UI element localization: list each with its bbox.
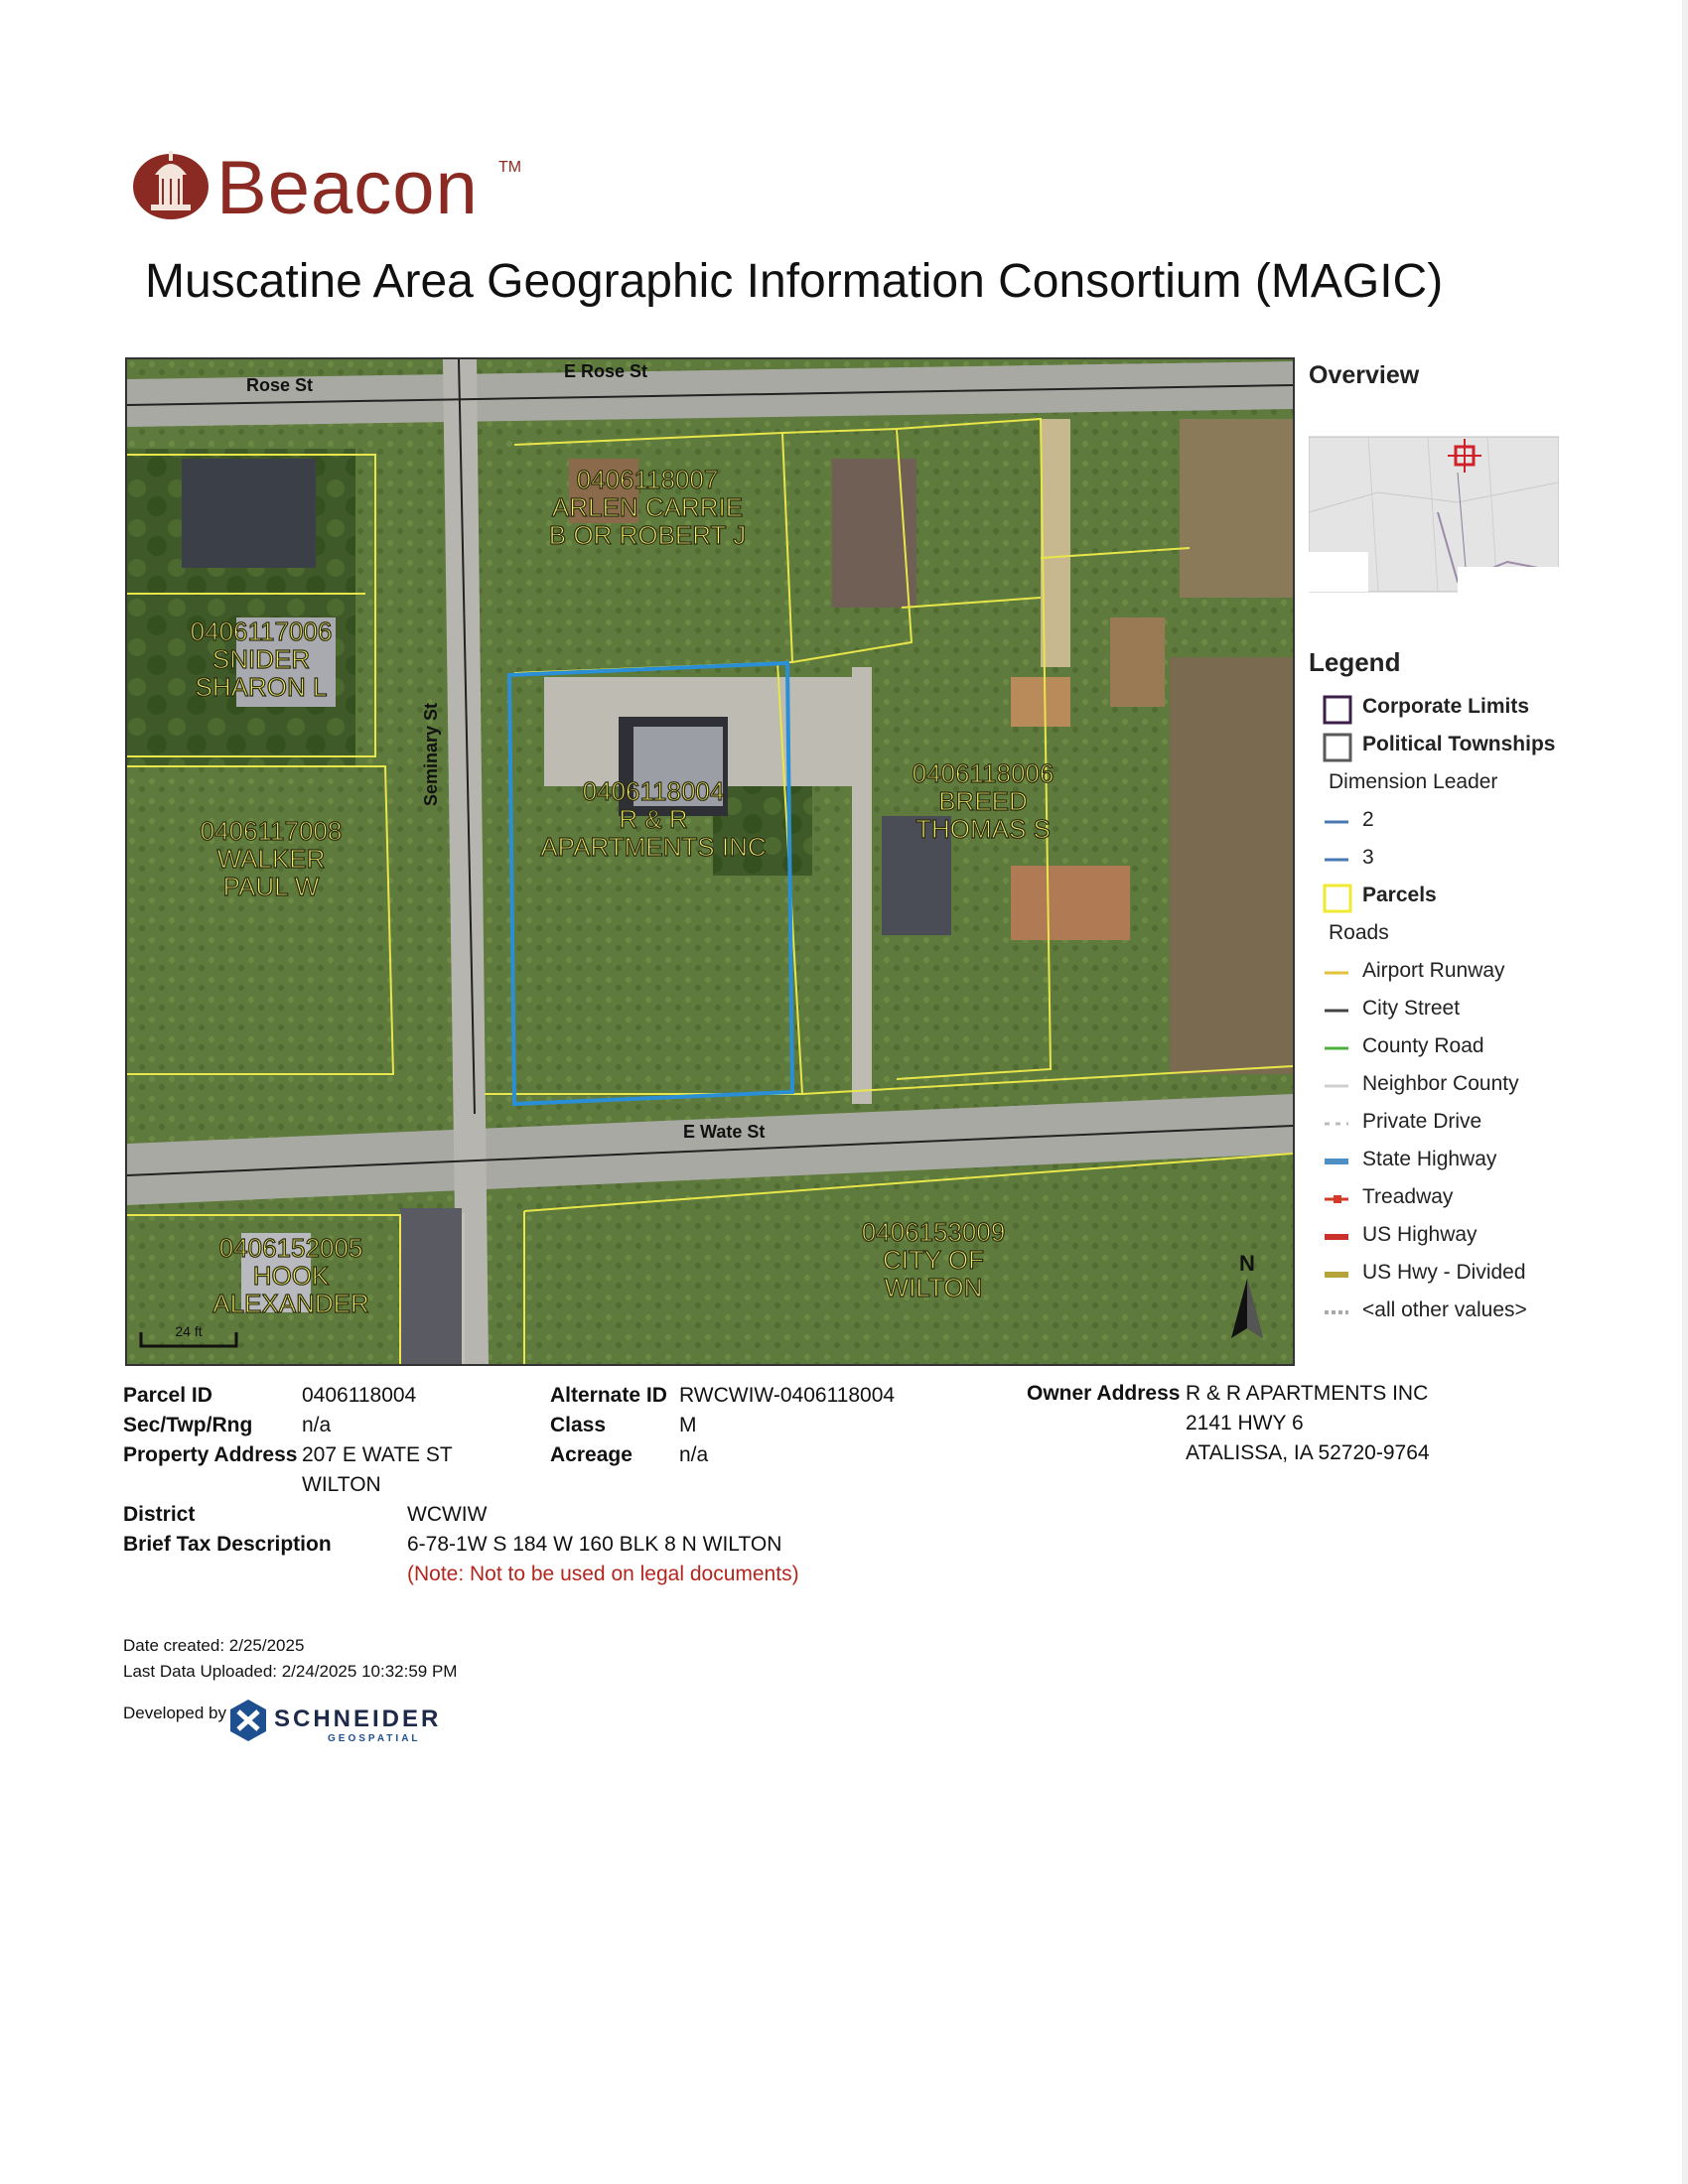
svg-text:HOOK: HOOK — [252, 1261, 330, 1291]
brief-tax-value: 6-78-1W S 184 W 160 BLK 8 N WILTON — [407, 1533, 782, 1556]
overview-map[interactable] — [1309, 433, 1559, 602]
legend-heading-roads: Roads — [1329, 921, 1389, 944]
parcel-label-0406118007[interactable] — [549, 465, 746, 550]
property-address-label: Property Address — [123, 1443, 298, 1466]
owner-address-line3: ATALISSA, IA 52720-9764 — [1186, 1441, 1430, 1464]
street-label-seminary-st: Seminary St — [421, 702, 441, 806]
developer-name: SCHNEIDER — [274, 1706, 442, 1732]
legend-item-corporate-limits: Corporate Limits — [1323, 689, 1601, 727]
district-label: District — [123, 1503, 196, 1526]
svg-text:0406153009: 0406153009 — [861, 1217, 1006, 1247]
svg-text:BREED: BREED — [938, 786, 1028, 816]
legend-item-us-hwy-divided: US Hwy - Divided — [1362, 1261, 1526, 1284]
legend-item-us-highway: US Highway — [1362, 1223, 1477, 1246]
developer-subtitle: GEOSPATIAL — [328, 1733, 421, 1744]
svg-text:R & R: R & R — [619, 804, 688, 834]
property-address-line1: 207 E WATE ST — [302, 1443, 453, 1466]
legend-item-private-drive: Private Drive — [1362, 1110, 1482, 1133]
brand-trademark: TM — [498, 159, 522, 176]
svg-text:WILTON: WILTON — [884, 1273, 983, 1302]
legend-item-all-other-values: <all other values> — [1362, 1298, 1527, 1321]
legend — [1323, 689, 1601, 1330]
property-address-line2: WILTON — [302, 1473, 381, 1496]
svg-text:0406118006: 0406118006 — [912, 758, 1055, 788]
brief-tax-label: Brief Tax Description — [123, 1533, 332, 1556]
street-label-rose-st: Rose St — [246, 375, 314, 395]
svg-text:SNIDER: SNIDER — [211, 644, 311, 674]
svg-text:B OR ROBERT J: B OR ROBERT J — [548, 520, 747, 550]
class-value: M — [679, 1414, 697, 1436]
street-label-e-rose-st: E Rose St — [564, 361, 648, 381]
sec-twp-rng-label: Sec/Twp/Rng — [123, 1414, 253, 1436]
legal-disclaimer-note: (Note: Not to be used on legal documents) — [407, 1563, 799, 1585]
svg-text:THOMAS S: THOMAS S — [915, 814, 1051, 844]
svg-text:24 ft: 24 ft — [175, 1323, 203, 1339]
legend-item-airport-runway: Airport Runway — [1362, 959, 1505, 982]
svg-text:SHARON L: SHARON L — [195, 672, 328, 702]
owner-address-line2: 2141 HWY 6 — [1186, 1412, 1304, 1434]
parcel-id-label: Parcel ID — [123, 1384, 212, 1407]
class-label: Class — [550, 1414, 607, 1436]
date-created: Date created: 2/25/2025 — [123, 1636, 305, 1655]
page-edge — [1682, 0, 1688, 2184]
parcel-id-value: 0406118004 — [302, 1384, 417, 1407]
owner-address-label: Owner Address — [1027, 1382, 1181, 1405]
legend-item-neighbor-county: Neighbor County — [1362, 1072, 1519, 1095]
legend-item-dimension-3: 3 — [1362, 846, 1374, 869]
svg-text:WALKER: WALKER — [216, 844, 326, 874]
district-value: WCWIW — [407, 1503, 488, 1526]
developed-by-label: Developed by — [123, 1704, 226, 1722]
sec-twp-rng-value: n/a — [302, 1414, 332, 1436]
alternate-id-value: RWCWIW-0406118004 — [679, 1384, 896, 1407]
legend-item-political-townships: Political Townships — [1323, 727, 1601, 764]
acreage-label: Acreage — [550, 1443, 633, 1466]
acreage-value: n/a — [679, 1443, 709, 1466]
legend-item-treadway: Treadway — [1323, 1179, 1601, 1217]
svg-text:0406117006: 0406117006 — [190, 616, 333, 646]
svg-text:ARLEN CARRIE: ARLEN CARRIE — [551, 492, 744, 522]
svg-text:PAUL W: PAUL W — [222, 872, 320, 901]
svg-text:APARTMENTS INC: APARTMENTS INC — [540, 832, 767, 862]
svg-text:0406152005: 0406152005 — [218, 1233, 363, 1263]
svg-text:N: N — [1239, 1251, 1255, 1276]
brand-name: Beacon — [216, 146, 479, 230]
legend-item-city-street: City Street — [1362, 997, 1461, 1020]
last-data-uploaded: Last Data Uploaded: 2/24/2025 10:32:59 PM — [123, 1662, 458, 1681]
svg-text:0406117008: 0406117008 — [200, 816, 343, 846]
svg-text:CITY OF: CITY OF — [882, 1245, 985, 1275]
street-label-e-wate-st: E Wate St — [683, 1122, 766, 1142]
legend-title: Legend — [1309, 647, 1401, 677]
page-title: Muscatine Area Geographic Information Consortium (MAGIC) — [145, 255, 1444, 308]
svg-text:ALEXANDER: ALEXANDER — [212, 1289, 369, 1318]
owner-address-line1: R & R APARTMENTS INC — [1186, 1382, 1429, 1405]
legend-item-parcels: Parcels — [1323, 878, 1601, 915]
legend-item-dimension-2: 2 — [1362, 808, 1374, 831]
svg-text:0406118007: 0406118007 — [576, 465, 719, 494]
alternate-id-label: Alternate ID — [550, 1384, 667, 1407]
legend-item-county-road: County Road — [1362, 1034, 1484, 1057]
schneider-logo-icon — [228, 1698, 268, 1743]
aerial-map-canvas[interactable] — [127, 359, 1293, 1364]
legend-heading-dimension-leader: Dimension Leader — [1329, 770, 1498, 793]
parcel-map[interactable] — [125, 357, 1295, 1366]
svg-text:0406118004: 0406118004 — [582, 776, 725, 806]
legend-item-state-highway: State Highway — [1362, 1148, 1497, 1170]
overview-title: Overview — [1309, 361, 1420, 389]
